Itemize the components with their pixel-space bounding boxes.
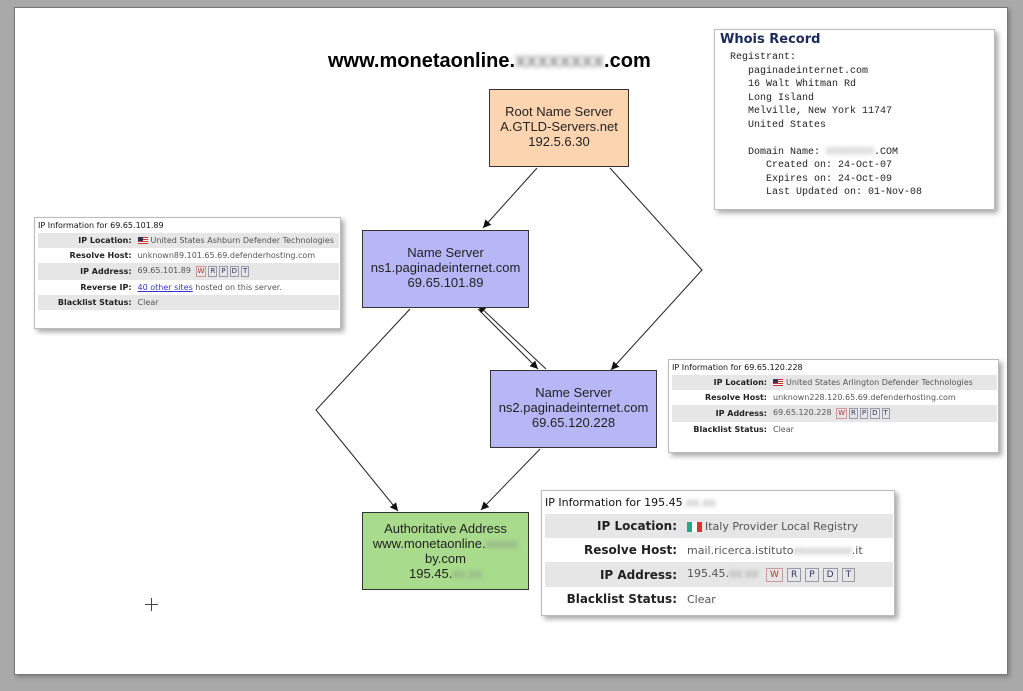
resolve-host: unknown228.120.65.69.defenderhosting.com [773,393,956,402]
authoritative-address-node [362,512,529,590]
node-label: Root Name Server [505,104,613,119]
node-host: ns2.paginadeinternet.com [498,400,649,415]
node-ip: 195.45.xx.xx [409,566,482,581]
node-host: A.GTLD-Servers.net [500,119,618,134]
tag-r[interactable]: R [851,409,856,417]
node-label: Authoritative Address [384,521,507,536]
label: IP Address: [544,562,683,587]
label: IP Location: [544,514,683,538]
tag-r[interactable]: R [210,267,216,275]
node-ip: 192.5.6.30 [528,134,590,149]
tag-w[interactable]: W [838,409,845,417]
node-ip: 69.65.101.89 [407,275,484,290]
tag-d[interactable]: D [872,409,878,417]
ip-info-ns2 [668,359,999,453]
ip-info-authoritative [541,490,895,616]
ip-info-ns1 [34,217,341,329]
edge-root-ns2 [610,168,702,370]
ip-address: 195.45.xx.xx W R P D T [682,562,893,587]
edge-root-ns1 [483,168,537,228]
resolve-host: mail.ricerca.istitutoxxxxxxxxx.it [687,543,863,557]
tag-p[interactable]: P [861,409,867,417]
node-label: Name Server [407,245,484,260]
tag-p[interactable]: P [221,267,226,275]
node-host: www.monetaonline.xxxxx [372,536,519,551]
label: IP Address: [37,263,135,280]
ip-address: 69.65.120.228 W R P D T [770,405,997,422]
label: Resolve Host: [544,538,683,562]
edge-ns1-auth [316,309,410,511]
us-flag-icon [138,237,148,244]
label: Blacklist Status: [671,422,771,437]
italy-flag-icon [687,522,702,532]
ip-info-header: IP Information for 69.65.101.89 [38,221,164,230]
label: IP Location: [671,375,771,390]
ip-location: United States Ashburn Defender Technologies [135,233,339,248]
label: Reverse IP: [37,280,135,295]
blacklist-status: Clear [135,295,339,310]
crosshair-cursor-icon [145,598,158,611]
ip-info-header: IP Information for 69.65.120.228 [672,363,803,372]
tag-w[interactable]: W [766,568,783,582]
label: IP Location: [37,233,135,248]
whois-title: Whois Record [720,32,821,47]
tag-d[interactable]: D [231,267,237,275]
ip-location: Italy Provider Local Registry [682,514,893,538]
label: Blacklist Status: [37,295,135,310]
other-sites-link[interactable]: 40 other sites [137,283,193,292]
edge-ns2-ns1 [478,305,546,369]
ns1-node [362,230,529,308]
us-flag-icon [773,379,783,386]
ip-location: United States Arlington Defender Technologies [770,375,997,390]
node-host: ns1.paginadeinternet.com [370,260,521,275]
resolve-host: unknown89.101.65.69.defenderhosting.com [137,251,316,260]
tag-t[interactable]: T [242,267,248,275]
blacklist-status: Clear [773,425,794,434]
edge-ns2-auth [481,449,540,510]
reverse-ip: 40 other sites hosted on this server. [137,283,282,292]
label: Resolve Host: [671,390,771,405]
blacklist-status: Clear [687,592,716,606]
tag-r[interactable]: R [787,568,801,582]
node-label: Name Server [535,385,612,400]
tag-t[interactable]: T [883,409,888,417]
root-name-server-node [489,89,629,167]
tag-t[interactable]: T [842,568,856,582]
label: Resolve Host: [37,248,135,263]
ns2-node [490,370,657,448]
whois-record-box [714,29,995,210]
tag-d[interactable]: D [823,568,838,582]
node-ip: 69.65.120.228 [531,415,616,430]
edge-ns1-ns2 [478,309,538,369]
ip-address: 69.65.101.89 W R P D T [135,263,339,280]
tag-w[interactable]: W [197,267,205,275]
page-title: www.monetaonline.xxxxxxxx.com [328,50,651,72]
whois-body: Registrant: paginadeinternet.com 16 Walt Whitman Rd Long Island Melville, New York 11747 United States Domain Name: XXXXXXXX.COM Created on: 24-Oct-07 Expires on: 24-Oct-09 Last Updated on: 01-Nov-08 [730,52,923,198]
tag-p[interactable]: P [805,568,818,582]
label: IP Address: [671,405,771,422]
label: Blacklist Status: [544,587,683,611]
ip-info-header: IP Information for 195.45.xx.xx [545,496,716,509]
node-host-cont: by.com [425,551,466,566]
